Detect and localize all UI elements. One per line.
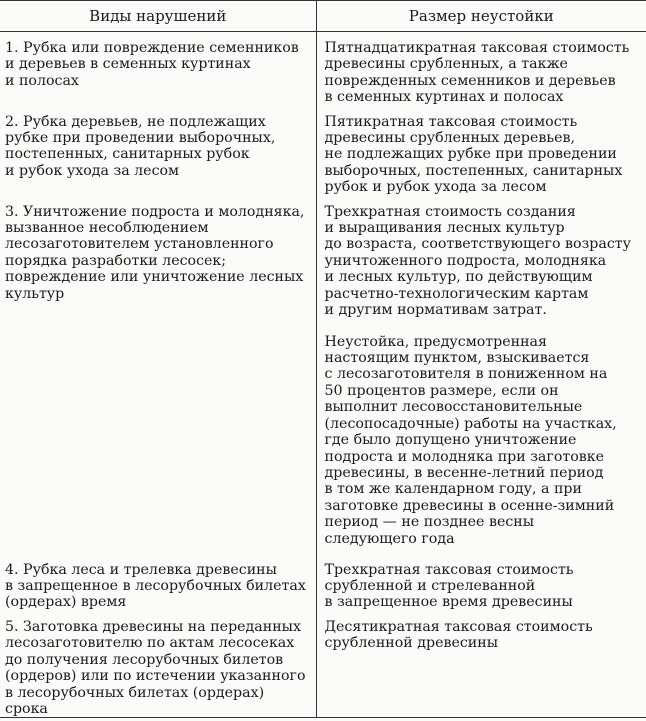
violation-line: лесозаготовителю по актам лесосеках xyxy=(5,635,295,652)
penalty-note-line: Неустойка, предусмотренная xyxy=(324,333,547,350)
penalty-line: не подлежащих рубке при проведении xyxy=(324,146,617,163)
penalty-note-line: древесины, в весенне-летний период xyxy=(324,464,604,481)
violation-line: постепенных, санитарных рубок xyxy=(5,146,250,163)
table-row xyxy=(0,611,646,718)
violation-cell xyxy=(0,106,316,196)
penalty-cell xyxy=(316,196,646,326)
table-row xyxy=(0,196,646,326)
table-row xyxy=(0,554,646,611)
violation-line: повреждение или уничтожение лесных xyxy=(5,269,304,286)
penalty-note-line: в том же календарном году, а при xyxy=(324,481,582,498)
penalty-line: выборочных, постепенных, санитарных xyxy=(324,162,623,179)
table-row xyxy=(0,32,646,106)
penalty-line: в семенных куртинах и полосах xyxy=(324,89,564,106)
penalty-line: Пятикратная таксовая стоимость xyxy=(324,113,578,130)
penalty-line: Десятикратная таксовая стоимость xyxy=(324,618,593,635)
violation-line: срока xyxy=(5,700,48,717)
violation-line: лесозаготовителем установленного xyxy=(5,236,274,253)
violation-line: и полосах xyxy=(5,72,79,89)
penalty-cell xyxy=(316,611,646,718)
penalty-line: Трехкратная таксовая стоимость xyxy=(324,561,574,578)
penalty-line: древесины срубленных деревьев, xyxy=(324,130,576,147)
penalty-note-line: с лесозаготовителя в пониженном на xyxy=(324,366,608,383)
violation-line: 1. Рубка или повреждение семенников xyxy=(5,40,299,56)
violation-cell xyxy=(0,32,316,106)
penalty-line: срубленной и стрелеванной xyxy=(324,578,536,595)
violation-line: (ордеров) или по истечении указанного xyxy=(5,668,306,685)
penalty-line: древесины срубленных, а также xyxy=(324,56,568,73)
penalty-line: уничтоженного подроста, молодняка xyxy=(324,252,607,269)
penalty-note-line: подроста и молодняка при заготовке xyxy=(324,448,605,465)
penalty-line: и выращивания лесных культур xyxy=(324,220,565,237)
table-row xyxy=(0,106,646,196)
violation-line: в лесорубочных билетах (ордерах) xyxy=(5,684,265,701)
penalty-note-line: 50 процентов размере, если он xyxy=(324,382,559,399)
penalty-line: до возраста, соответствующего возрасту xyxy=(324,236,631,253)
violation-cell xyxy=(0,554,316,611)
violation-line: 5. Заготовка древесины на переданных xyxy=(5,618,301,635)
penalty-cell xyxy=(316,32,646,106)
violation-line: культур xyxy=(5,285,65,302)
penalty-note-line: (лесопосадочные) работы на участках, xyxy=(324,415,617,432)
penalty-note-line: следующего года xyxy=(324,530,455,547)
penalty-line: Трехкратная стоимость создания xyxy=(324,203,576,220)
violation-line: вызванное несоблюдением xyxy=(5,220,209,237)
penalty-note-cell xyxy=(316,326,646,554)
penalty-line: расчетно-технологическим картам xyxy=(324,285,589,302)
violation-line: (ордерах) время xyxy=(5,594,127,611)
penalty-note-line: где было допущено уничтожение xyxy=(324,432,577,449)
penalty-line: поврежденных семенников и деревьев xyxy=(324,72,616,89)
violation-line: и деревьев в семенных куртинах xyxy=(5,56,251,73)
penalty-cell xyxy=(316,106,646,196)
header-violation: Виды нарушений xyxy=(0,1,316,32)
penalty-note-line: настоящим пунктом, взыскивается xyxy=(324,350,590,367)
violation-line: порядка разработки лесосек; xyxy=(5,252,227,269)
penalty-line: Пятнадцатикратная таксовая стоимость xyxy=(324,40,630,56)
violation-line: рубке при проведении выборочных, xyxy=(5,130,276,147)
penalty-note-line: выполнит лесовосстановительные xyxy=(324,399,583,416)
violation-line: и рубок ухода за лесом xyxy=(5,162,180,179)
penalty-line: и другим нормативам затрат. xyxy=(324,302,547,319)
penalty-line: рубок и рубок ухода за лесом xyxy=(324,179,547,196)
violation-line: до получения лесорубочных билетов xyxy=(5,651,284,668)
penalty-note-line: период — не позднее весны xyxy=(324,514,535,531)
violation-cell xyxy=(0,611,316,718)
violation-line: в запрещенное в лесорубочных билетах xyxy=(5,578,306,595)
violation-cell xyxy=(0,196,316,554)
penalty-line: и лесных культур, по действующим xyxy=(324,269,593,286)
penalty-line: в запрещенное время древесины xyxy=(324,594,573,611)
header-penalty: Размер неустойки xyxy=(316,1,646,32)
penalty-note-line: заготовке древесины в осенне-зимний xyxy=(324,497,615,514)
violation-line: 2. Рубка деревьев, не подлежащих xyxy=(5,113,266,130)
violation-line: 3. Уничтожение подроста и молодняка, xyxy=(5,203,305,220)
violation-line: 4. Рубка леса и трелевка древесины xyxy=(5,561,277,578)
penalty-cell xyxy=(316,554,646,611)
header-row xyxy=(0,1,646,32)
penalty-line: срубленной древесины xyxy=(324,635,498,652)
